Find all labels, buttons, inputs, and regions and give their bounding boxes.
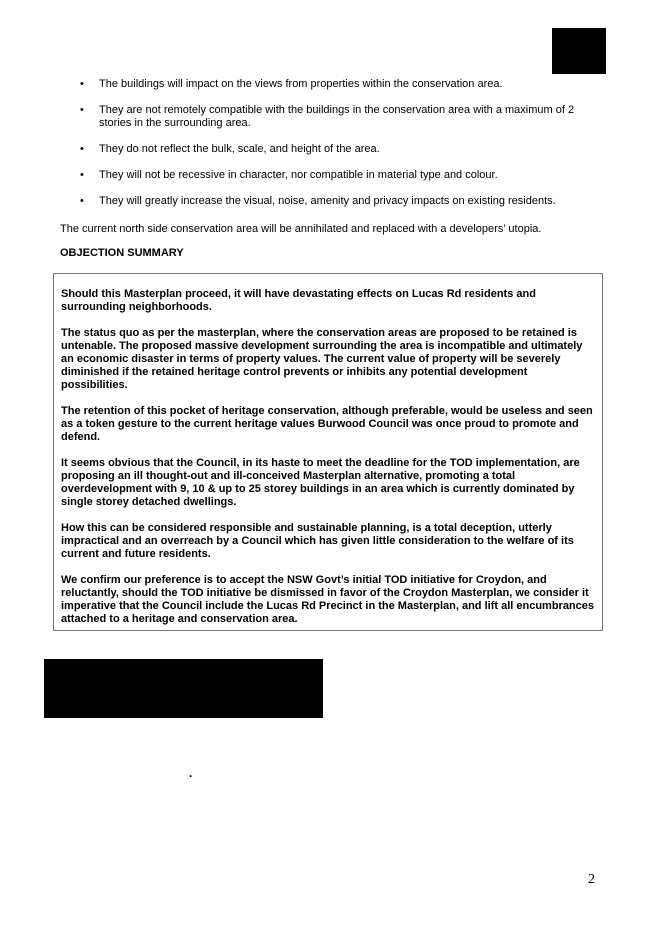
bullet-marker: • bbox=[80, 195, 84, 207]
summary-paragraph: How this can be considered responsible and sustainable planning, is a total deception, utterly impractical and an overreach by a Council which has given little consideration to the welfare of its current and future residents. bbox=[61, 522, 574, 560]
bullet-item bbox=[60, 104, 590, 130]
section-heading: OBJECTION SUMMARY bbox=[60, 247, 184, 259]
redaction-block-top bbox=[552, 28, 606, 74]
objection-bullet-list bbox=[60, 78, 590, 221]
redaction-block-signature bbox=[44, 659, 323, 718]
summary-paragraph: The status quo as per the masterplan, where the conservation areas are proposed to be retained is untenable. The proposed massive development surrounding the area is incompatible and ultimately an economic disaster in terms of property values. The current value of property will be severely diminished if the retained heritage control prevents or inhibits any potential development possibilities. bbox=[61, 327, 583, 391]
closing-paragraph: The current north side conservation area will be annihilated and replaced with a developers’ utopia. bbox=[60, 223, 542, 235]
bullet-marker: • bbox=[80, 143, 84, 155]
summary-paragraph: The retention of this pocket of heritage conservation, although preferable, would be useless and seen as a token gesture to the current heritage values Burwood Council was once proud to promote and defend. bbox=[61, 405, 593, 443]
summary-paragraph: It seems obvious that the Council, in its haste to meet the deadline for the TOD implementation, are proposing an ill thought-out and ill-conceived Masterplan alternative, promoting a total overdevelopment with 9, 10 & up to 25 storey buildings in an area which is currently dominated by single storey detached dwellings. bbox=[61, 457, 580, 508]
bullet-item bbox=[60, 78, 590, 91]
bullet-item bbox=[60, 169, 590, 182]
bullet-text: They will greatly increase the visual, noise, amenity and privacy impacts on existing residents. bbox=[99, 195, 556, 207]
bullet-marker: • bbox=[80, 169, 84, 181]
bullet-text: They do not reflect the bulk, scale, and height of the area. bbox=[99, 143, 380, 155]
bullet-marker: • bbox=[80, 78, 84, 90]
bullet-text: They are not remotely compatible with the buildings in the conservation area with a maximum of 2 stories in the surrounding area. bbox=[99, 104, 575, 129]
bullet-text: They will not be recessive in character, nor compatible in material type and colour. bbox=[99, 169, 498, 181]
objection-summary-box bbox=[53, 273, 603, 631]
bullet-item bbox=[60, 143, 590, 156]
summary-paragraph: We confirm our preference is to accept the NSW Govt’s initial TOD initiative for Croydon, and reluctantly, should the TOD initiative be dismissed in favor of the Croydon Masterplan, we consider it imperative that the Council include the Lucas Rd Precinct in the Masterplan, and lift all encumbrances attached to a heritage and conservation area. bbox=[61, 574, 595, 625]
summary-paragraph: Should this Masterplan proceed, it will have devastating effects on Lucas Rd residents and surrounding neighborhoods. bbox=[61, 288, 536, 313]
page-number: 2 bbox=[588, 872, 595, 887]
bullet-text: The buildings will impact on the views from properties within the conservation area. bbox=[99, 78, 503, 90]
bullet-marker: • bbox=[80, 104, 84, 116]
stray-mark: . bbox=[189, 766, 193, 780]
bullet-item bbox=[60, 195, 590, 208]
